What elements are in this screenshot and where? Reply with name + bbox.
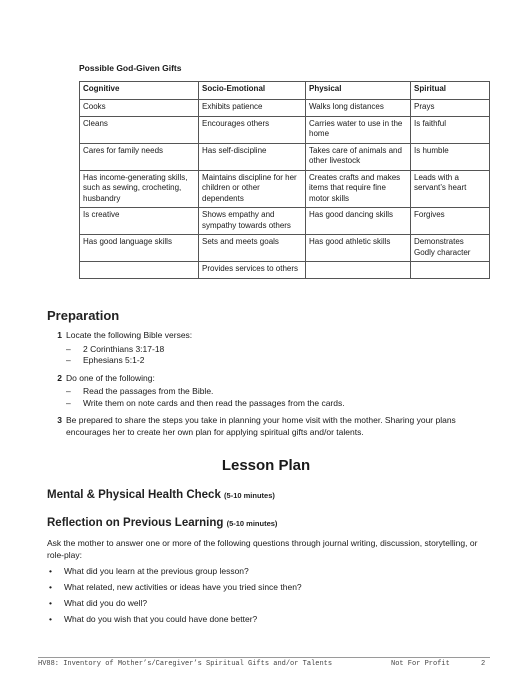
table-cell-physical: Carries water to use in the home bbox=[306, 116, 411, 143]
step-text: Be prepared to share the steps you take in planning your home visit with the mother. Sharing your plans encourages her to create her own plan for applying spiritual gifts and/or talents. bbox=[66, 415, 456, 437]
table-cell-physical: Creates crafts and makes items that require fine motor skills bbox=[306, 170, 411, 208]
column-header-cognitive: Cognitive bbox=[80, 82, 199, 100]
table-cell-socio-emotional: Provides services to others bbox=[199, 262, 306, 279]
table-cell-physical: Has good dancing skills bbox=[306, 208, 411, 235]
preparation-step bbox=[47, 415, 487, 438]
table-row bbox=[80, 235, 490, 262]
table-row bbox=[80, 143, 490, 170]
table-cell-socio-emotional: Exhibits patience bbox=[199, 100, 306, 117]
bullet-marker: • bbox=[49, 566, 52, 576]
question-text: What did you learn at the previous group lesson? bbox=[64, 566, 249, 576]
question-text: What did you do well? bbox=[64, 598, 148, 608]
question-item bbox=[47, 582, 487, 593]
step-text: Locate the following Bible verses: bbox=[66, 330, 193, 340]
step-number: 1 bbox=[57, 330, 62, 340]
table-cell-physical: Has good athletic skills bbox=[306, 235, 411, 262]
question-text: What do you wish that you could have done better? bbox=[64, 614, 258, 624]
table-cell-cognitive: Is creative bbox=[80, 208, 199, 235]
table-cell-socio-emotional: Shows empathy and sympathy towards others bbox=[199, 208, 306, 235]
table-cell-cognitive: Cares for family needs bbox=[80, 143, 199, 170]
step-subitem-text: Ephesians 5:1-2 bbox=[83, 355, 145, 365]
table-cell-cognitive: Has good language skills bbox=[80, 235, 199, 262]
table-cell-socio-emotional: Has self-discipline bbox=[199, 143, 306, 170]
step-subitem bbox=[66, 386, 487, 398]
step-subitem bbox=[66, 344, 487, 356]
dash-marker: – bbox=[66, 386, 71, 396]
bullet-marker: • bbox=[49, 614, 52, 624]
footer-not-for-profit: Not For Profit bbox=[391, 660, 450, 668]
table-cell-spiritual: Forgives bbox=[411, 208, 490, 235]
mental-health-title: Mental & Physical Health Check bbox=[47, 489, 221, 501]
step-number: 2 bbox=[57, 372, 62, 383]
table-cell-spiritual: Leads with a servant’s heart bbox=[411, 170, 490, 208]
step-number: 3 bbox=[57, 415, 62, 425]
preparation-step bbox=[47, 330, 487, 367]
preparation-step bbox=[47, 373, 487, 410]
dash-marker: – bbox=[66, 397, 71, 408]
table-cell-socio-emotional: Encourages others bbox=[199, 116, 306, 143]
preparation-heading: Preparation bbox=[47, 308, 120, 323]
footer-document-title: HV88: Inventory of Mother’s/Caregiver’s Spiritual Gifts and/or Talents bbox=[38, 660, 333, 668]
table-header-row bbox=[80, 82, 490, 100]
footer-page-number: 2 bbox=[481, 660, 486, 668]
question-item bbox=[47, 614, 487, 625]
table-row bbox=[80, 116, 490, 143]
reflection-title: Reflection on Previous Learning bbox=[47, 517, 224, 529]
reflection-intro: Ask the mother to answer one or more of the following questions through journal writing, discussion, storytelling, or role-play: bbox=[47, 538, 478, 560]
step-text: Do one of the following: bbox=[66, 372, 155, 383]
table-cell-cognitive: Has income-generating skills, such as sewing, crocheting, husbandry bbox=[80, 170, 199, 208]
table-cell-cognitive: Cleans bbox=[80, 116, 199, 143]
table-cell-spiritual: Is faithful bbox=[411, 116, 490, 143]
table-cell-physical bbox=[306, 262, 411, 279]
table-cell-socio-emotional: Maintains discipline for her children or other dependents bbox=[199, 170, 306, 208]
table-cell-physical: Takes care of animals and other livestock bbox=[306, 143, 411, 170]
gifts-table bbox=[79, 81, 490, 279]
step-subitem-text: 2 Corinthians 3:17-18 bbox=[83, 343, 165, 354]
step-subitem bbox=[66, 355, 487, 367]
column-header-physical: Physical bbox=[306, 82, 411, 100]
gifts-table-title: Possible God-Given Gifts bbox=[79, 63, 182, 73]
table-row bbox=[80, 100, 490, 117]
reflection-heading bbox=[47, 517, 277, 529]
table-row bbox=[80, 262, 490, 279]
dash-marker: – bbox=[66, 343, 71, 354]
mental-health-time: (5-10 minutes) bbox=[224, 491, 275, 500]
column-header-socio-emotional: Socio-Emotional bbox=[199, 82, 306, 100]
bullet-marker: • bbox=[49, 598, 52, 608]
question-item bbox=[47, 598, 487, 609]
step-subitem bbox=[66, 398, 487, 410]
table-cell-spiritual: Demonstrates Godly character bbox=[411, 235, 490, 262]
dash-marker: – bbox=[66, 355, 71, 365]
column-header-spiritual: Spiritual bbox=[411, 82, 490, 100]
bullet-marker: • bbox=[49, 582, 52, 592]
table-row bbox=[80, 208, 490, 235]
table-cell-cognitive bbox=[80, 262, 199, 279]
table-cell-spiritual: Is humble bbox=[411, 143, 490, 170]
step-sublist bbox=[66, 386, 487, 409]
mental-health-heading bbox=[47, 489, 275, 501]
lesson-plan-heading: Lesson Plan bbox=[221, 457, 311, 474]
table-cell-socio-emotional: Sets and meets goals bbox=[199, 235, 306, 262]
question-item bbox=[47, 566, 487, 577]
table-cell-physical: Walks long distances bbox=[306, 100, 411, 117]
reflection-time: (5-10 minutes) bbox=[226, 519, 278, 528]
reflection-questions bbox=[47, 566, 487, 630]
table-cell-spiritual: Prays bbox=[411, 100, 490, 117]
step-sublist bbox=[66, 344, 487, 367]
preparation-steps bbox=[47, 330, 487, 444]
step-subitem-text: Read the passages from the Bible. bbox=[83, 386, 214, 396]
question-text: What related, new activities or ideas have you tried since then? bbox=[64, 582, 302, 592]
table-cell-cognitive: Cooks bbox=[80, 100, 199, 117]
footer-divider bbox=[38, 657, 490, 658]
table-row bbox=[80, 170, 490, 208]
step-subitem-text: Write them on note cards and then read the passages from the cards. bbox=[83, 397, 345, 408]
table-cell-spiritual bbox=[411, 262, 490, 279]
